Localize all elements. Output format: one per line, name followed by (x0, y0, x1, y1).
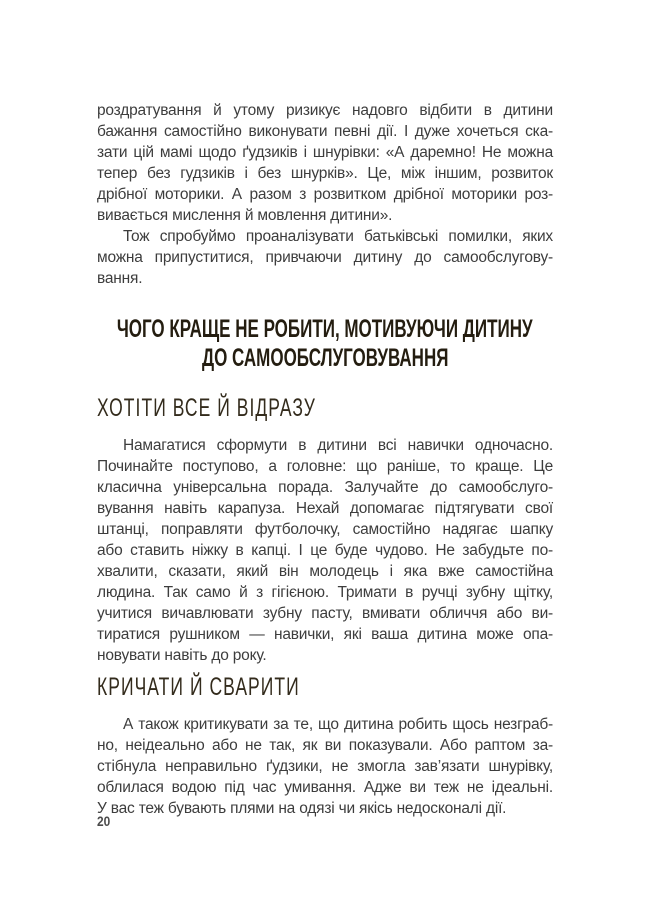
text-line: класична універсальна порада. Залучайте до самообслуго- (97, 479, 553, 496)
subsection-heading-2 (97, 672, 553, 706)
text-line: Тож спробуймо проаналізувати батьківські помилки, яких (123, 228, 553, 245)
text-line: А також критикувати за те, що дитина робить щось незграб- (123, 716, 553, 733)
intro-paragraph-continued (97, 100, 553, 226)
text-line: тепер без гудзиків і без шнурків». Це, між іншим, розвиток (97, 165, 553, 182)
subsection-heading-1 (97, 393, 553, 427)
text-line: учитися вичавлювати зубну пасту, вмивати обличчя або ви- (97, 605, 553, 622)
chapter-heading (97, 315, 553, 373)
text-line: можна припуститися, привчаючи дитину до самообслугову- (97, 249, 553, 266)
subsection-2-paragraph (97, 714, 553, 819)
page-number: 20 (97, 813, 111, 829)
text-line: роздратування й утому ризикує надовго відбити в дитини (97, 102, 553, 119)
text-line: У вас теж бувають плями на одязі чи якісь недосконалі дії. (97, 800, 507, 817)
text-line: новувати навіть до року. (97, 647, 267, 664)
text-line: стібнула неправильно ґудзики, не змогла зав’язати шнурівку, (97, 758, 553, 775)
text-line: вивається мислення й мовлення дитини». (97, 207, 393, 224)
intro-paragraph-2 (97, 226, 553, 289)
text-line: штанці, поправляти футболочку, самостійно надягає шапку (97, 521, 553, 538)
text-line: облилася водою під час умивання. Адже ви теж не ідеальні. (97, 779, 553, 796)
subsection-heading-1-text: ХОТІТИ ВСЕ Й ВІДРАЗУ (97, 394, 316, 422)
subsection-1-paragraph (97, 435, 553, 666)
text-line: дрібної моторики. А разом з розвитком дрібної моторики роз- (97, 186, 553, 203)
chapter-heading-line-2: ДО САМООБСЛУГОВУВАННЯ (201, 344, 449, 372)
text-line: тиратися рушником — навички, які ваша дитина може опа- (97, 626, 553, 643)
chapter-heading-line-1: ЧОГО КРАЩЕ НЕ РОБИТИ, МОТИВУЮЧИ ДИТИНУ (117, 315, 533, 343)
text-line: зати цій мамі щодо ґудзиків і шнурівки: «А даремно! Не можна (97, 144, 553, 161)
text-line: хвалити, сказати, який він молодець і яка вже самостійна (97, 563, 553, 580)
text-line: бажання самостійно виконувати певні дії. І дуже хочеться ска- (97, 123, 553, 140)
text-line: або ставить ніжку в капці. І це буде чудово. Не забудьте по- (97, 542, 553, 559)
text-line: Починайте поступово, а головне: що раніше, то краще. Це (97, 458, 553, 475)
text-line: вання. (97, 270, 143, 287)
text-line: вування навіть карапуза. Нехай допомагає підтягувати свої (97, 500, 553, 517)
text-line: людина. Так само й з гігієною. Тримати в ручці зубну щітку, (97, 584, 553, 601)
text-column (97, 0, 553, 819)
text-line: но, неідеально або не так, як ви показували. Або раптом за- (97, 737, 553, 754)
subsection-heading-2-text: КРИЧАТИ Й СВАРИТИ (97, 673, 300, 701)
text-line: Намагатися сформути в дитини всі навички одночасно. (123, 437, 553, 454)
